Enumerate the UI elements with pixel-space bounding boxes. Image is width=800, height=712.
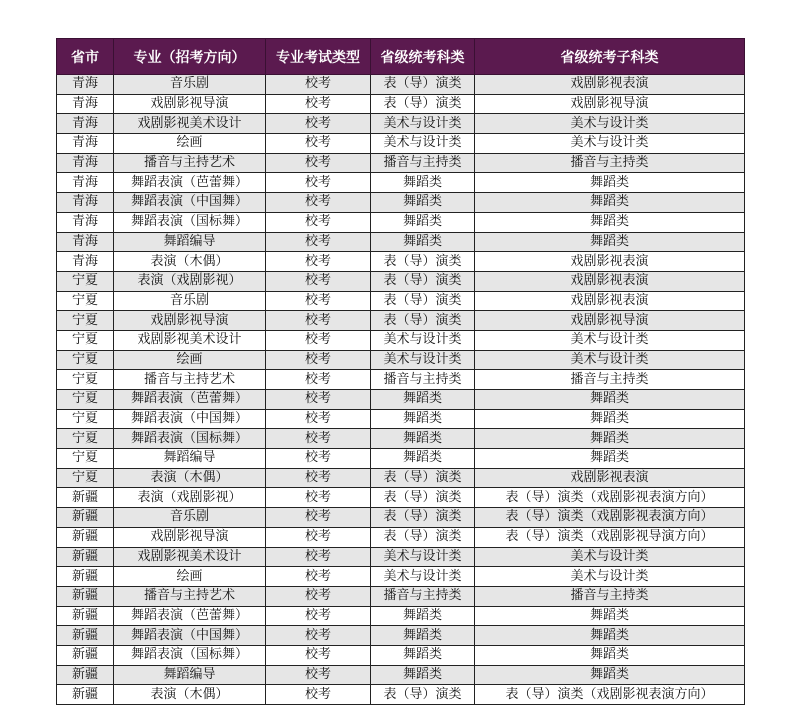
cell-sub-category: 播音与主持类 [475,153,745,173]
table-row [57,114,745,134]
cell-major: 播音与主持艺术 [114,586,266,606]
cell-subject-category: 表（导）演类 [371,468,475,488]
cell-subject-category: 舞蹈类 [371,212,475,232]
admissions-table [56,38,745,705]
cell-subject-category: 美术与设计类 [371,567,475,587]
cell-exam-type: 校考 [266,291,371,311]
cell-major: 绘画 [114,567,266,587]
cell-sub-category: 美术与设计类 [475,350,745,370]
cell-subject-category: 美术与设计类 [371,134,475,154]
cell-subject-category: 表（导）演类 [371,311,475,331]
cell-exam-type: 校考 [266,212,371,232]
cell-exam-type: 校考 [266,626,371,646]
cell-exam-type: 校考 [266,685,371,705]
cell-province: 宁夏 [57,291,114,311]
table-row [57,75,745,95]
cell-exam-type: 校考 [266,390,371,410]
cell-major: 戏剧影视导演 [114,94,266,114]
cell-subject-category: 舞蹈类 [371,645,475,665]
cell-province: 新疆 [57,645,114,665]
cell-major: 舞蹈编导 [114,232,266,252]
header-province: 省市 [57,39,114,75]
cell-subject-category: 舞蹈类 [371,449,475,469]
cell-major: 表演（木偶） [114,685,266,705]
cell-major: 戏剧影视美术设计 [114,114,266,134]
cell-subject-category: 表（导）演类 [371,94,475,114]
cell-sub-category: 舞蹈类 [475,390,745,410]
cell-subject-category: 舞蹈类 [371,665,475,685]
cell-sub-category: 戏剧影视导演 [475,311,745,331]
cell-province: 宁夏 [57,330,114,350]
cell-province: 青海 [57,212,114,232]
table-row [57,685,745,705]
cell-sub-category: 舞蹈类 [475,193,745,213]
cell-sub-category: 舞蹈类 [475,626,745,646]
cell-major: 音乐剧 [114,291,266,311]
cell-exam-type: 校考 [266,193,371,213]
cell-major: 舞蹈编导 [114,665,266,685]
cell-sub-category: 戏剧影视表演 [475,468,745,488]
cell-province: 宁夏 [57,429,114,449]
cell-exam-type: 校考 [266,153,371,173]
cell-exam-type: 校考 [266,252,371,272]
cell-exam-type: 校考 [266,606,371,626]
table-row [57,547,745,567]
cell-province: 青海 [57,193,114,213]
cell-province: 宁夏 [57,468,114,488]
cell-sub-category: 舞蹈类 [475,429,745,449]
cell-exam-type: 校考 [266,350,371,370]
cell-province: 新疆 [57,567,114,587]
cell-province: 青海 [57,252,114,272]
cell-subject-category: 播音与主持类 [371,370,475,390]
cell-exam-type: 校考 [266,449,371,469]
table-row [57,645,745,665]
cell-exam-type: 校考 [266,586,371,606]
table-row [57,527,745,547]
cell-sub-category: 戏剧影视表演 [475,291,745,311]
cell-sub-category: 美术与设计类 [475,330,745,350]
cell-sub-category: 戏剧影视表演 [475,271,745,291]
header-row [57,39,745,75]
cell-subject-category: 播音与主持类 [371,586,475,606]
cell-sub-category: 表（导）演类（戏剧影视表演方向） [475,488,745,508]
cell-sub-category: 播音与主持类 [475,586,745,606]
table-row [57,449,745,469]
table-row [57,311,745,331]
header-major: 专业（招考方向） [114,39,266,75]
cell-major: 播音与主持艺术 [114,370,266,390]
cell-province: 新疆 [57,508,114,528]
cell-province: 宁夏 [57,409,114,429]
cell-sub-category: 舞蹈类 [475,645,745,665]
cell-province: 青海 [57,232,114,252]
header-exam-type: 专业考试类型 [266,39,371,75]
cell-sub-category: 美术与设计类 [475,134,745,154]
cell-major: 绘画 [114,350,266,370]
table-row [57,488,745,508]
table-row [57,232,745,252]
table-row [57,271,745,291]
cell-province: 新疆 [57,547,114,567]
cell-subject-category: 表（导）演类 [371,527,475,547]
cell-exam-type: 校考 [266,173,371,193]
cell-province: 青海 [57,173,114,193]
table-row [57,252,745,272]
cell-major: 戏剧影视美术设计 [114,547,266,567]
cell-subject-category: 美术与设计类 [371,330,475,350]
cell-subject-category: 表（导）演类 [371,75,475,95]
cell-sub-category: 美术与设计类 [475,547,745,567]
cell-sub-category: 舞蹈类 [475,606,745,626]
table-row [57,291,745,311]
cell-exam-type: 校考 [266,547,371,567]
cell-exam-type: 校考 [266,114,371,134]
cell-exam-type: 校考 [266,94,371,114]
cell-province: 宁夏 [57,449,114,469]
cell-sub-category: 戏剧影视表演 [475,75,745,95]
cell-exam-type: 校考 [266,370,371,390]
table-row [57,193,745,213]
cell-subject-category: 美术与设计类 [371,350,475,370]
cell-exam-type: 校考 [266,645,371,665]
cell-exam-type: 校考 [266,75,371,95]
cell-sub-category: 美术与设计类 [475,567,745,587]
cell-subject-category: 美术与设计类 [371,114,475,134]
cell-exam-type: 校考 [266,134,371,154]
cell-province: 青海 [57,94,114,114]
table-row [57,153,745,173]
cell-major: 播音与主持艺术 [114,153,266,173]
cell-sub-category: 戏剧影视表演 [475,252,745,272]
cell-subject-category: 表（导）演类 [371,488,475,508]
cell-major: 表演（戏剧影视） [114,488,266,508]
cell-subject-category: 舞蹈类 [371,429,475,449]
cell-subject-category: 舞蹈类 [371,390,475,410]
cell-province: 新疆 [57,527,114,547]
cell-major: 舞蹈表演（芭蕾舞） [114,606,266,626]
cell-major: 戏剧影视导演 [114,527,266,547]
cell-province: 新疆 [57,685,114,705]
table-row [57,330,745,350]
cell-major: 舞蹈表演（中国舞） [114,193,266,213]
cell-exam-type: 校考 [266,488,371,508]
cell-sub-category: 表（导）演类（戏剧影视表演方向） [475,685,745,705]
cell-exam-type: 校考 [266,311,371,331]
cell-sub-category: 舞蹈类 [475,409,745,429]
cell-province: 宁夏 [57,370,114,390]
cell-subject-category: 表（导）演类 [371,291,475,311]
cell-sub-category: 美术与设计类 [475,114,745,134]
cell-subject-category: 舞蹈类 [371,409,475,429]
cell-sub-category: 表（导）演类（戏剧影视表演方向） [475,508,745,528]
cell-major: 舞蹈表演（国标舞） [114,429,266,449]
cell-subject-category: 舞蹈类 [371,173,475,193]
header-sub-category: 省级统考子科类 [475,39,745,75]
cell-sub-category: 舞蹈类 [475,212,745,232]
cell-major: 绘画 [114,134,266,154]
cell-major: 音乐剧 [114,75,266,95]
cell-major: 表演（木偶） [114,252,266,272]
table-row [57,429,745,449]
cell-major: 舞蹈表演（中国舞） [114,626,266,646]
cell-exam-type: 校考 [266,232,371,252]
table-row [57,508,745,528]
header-subject-category: 省级统考科类 [371,39,475,75]
cell-subject-category: 舞蹈类 [371,606,475,626]
cell-major: 戏剧影视导演 [114,311,266,331]
cell-major: 舞蹈编导 [114,449,266,469]
cell-province: 宁夏 [57,311,114,331]
table-row [57,390,745,410]
table-row [57,606,745,626]
cell-province: 新疆 [57,488,114,508]
cell-exam-type: 校考 [266,429,371,449]
table-row [57,212,745,232]
cell-exam-type: 校考 [266,527,371,547]
cell-subject-category: 表（导）演类 [371,685,475,705]
cell-subject-category: 舞蹈类 [371,626,475,646]
cell-province: 青海 [57,75,114,95]
cell-province: 青海 [57,134,114,154]
cell-province: 新疆 [57,586,114,606]
table-row [57,370,745,390]
table-row [57,94,745,114]
cell-exam-type: 校考 [266,330,371,350]
cell-sub-category: 舞蹈类 [475,665,745,685]
table-row [57,665,745,685]
cell-sub-category: 播音与主持类 [475,370,745,390]
cell-sub-category: 表（导）演类（戏剧影视导演方向） [475,527,745,547]
cell-exam-type: 校考 [266,271,371,291]
cell-exam-type: 校考 [266,508,371,528]
cell-exam-type: 校考 [266,567,371,587]
cell-subject-category: 美术与设计类 [371,547,475,567]
cell-exam-type: 校考 [266,409,371,429]
cell-sub-category: 舞蹈类 [475,449,745,469]
table-row [57,173,745,193]
cell-subject-category: 舞蹈类 [371,232,475,252]
cell-sub-category: 舞蹈类 [475,232,745,252]
table-row [57,468,745,488]
cell-subject-category: 表（导）演类 [371,271,475,291]
table-row [57,567,745,587]
cell-province: 青海 [57,153,114,173]
table-row [57,586,745,606]
cell-subject-category: 表（导）演类 [371,508,475,528]
cell-major: 舞蹈表演（芭蕾舞） [114,390,266,410]
cell-subject-category: 舞蹈类 [371,193,475,213]
cell-exam-type: 校考 [266,665,371,685]
cell-province: 新疆 [57,606,114,626]
cell-exam-type: 校考 [266,468,371,488]
cell-major: 表演（戏剧影视） [114,271,266,291]
cell-subject-category: 播音与主持类 [371,153,475,173]
cell-sub-category: 戏剧影视导演 [475,94,745,114]
cell-major: 音乐剧 [114,508,266,528]
cell-province: 宁夏 [57,390,114,410]
cell-major: 舞蹈表演（中国舞） [114,409,266,429]
cell-major: 表演（木偶） [114,468,266,488]
table-row [57,409,745,429]
table-row [57,134,745,154]
table-row [57,626,745,646]
cell-subject-category: 表（导）演类 [371,252,475,272]
table-row [57,350,745,370]
cell-major: 舞蹈表演（国标舞） [114,212,266,232]
cell-province: 宁夏 [57,271,114,291]
cell-province: 宁夏 [57,350,114,370]
cell-province: 新疆 [57,665,114,685]
cell-major: 舞蹈表演（芭蕾舞） [114,173,266,193]
cell-major: 戏剧影视美术设计 [114,330,266,350]
cell-major: 舞蹈表演（国标舞） [114,645,266,665]
cell-province: 青海 [57,114,114,134]
cell-sub-category: 舞蹈类 [475,173,745,193]
cell-province: 新疆 [57,626,114,646]
